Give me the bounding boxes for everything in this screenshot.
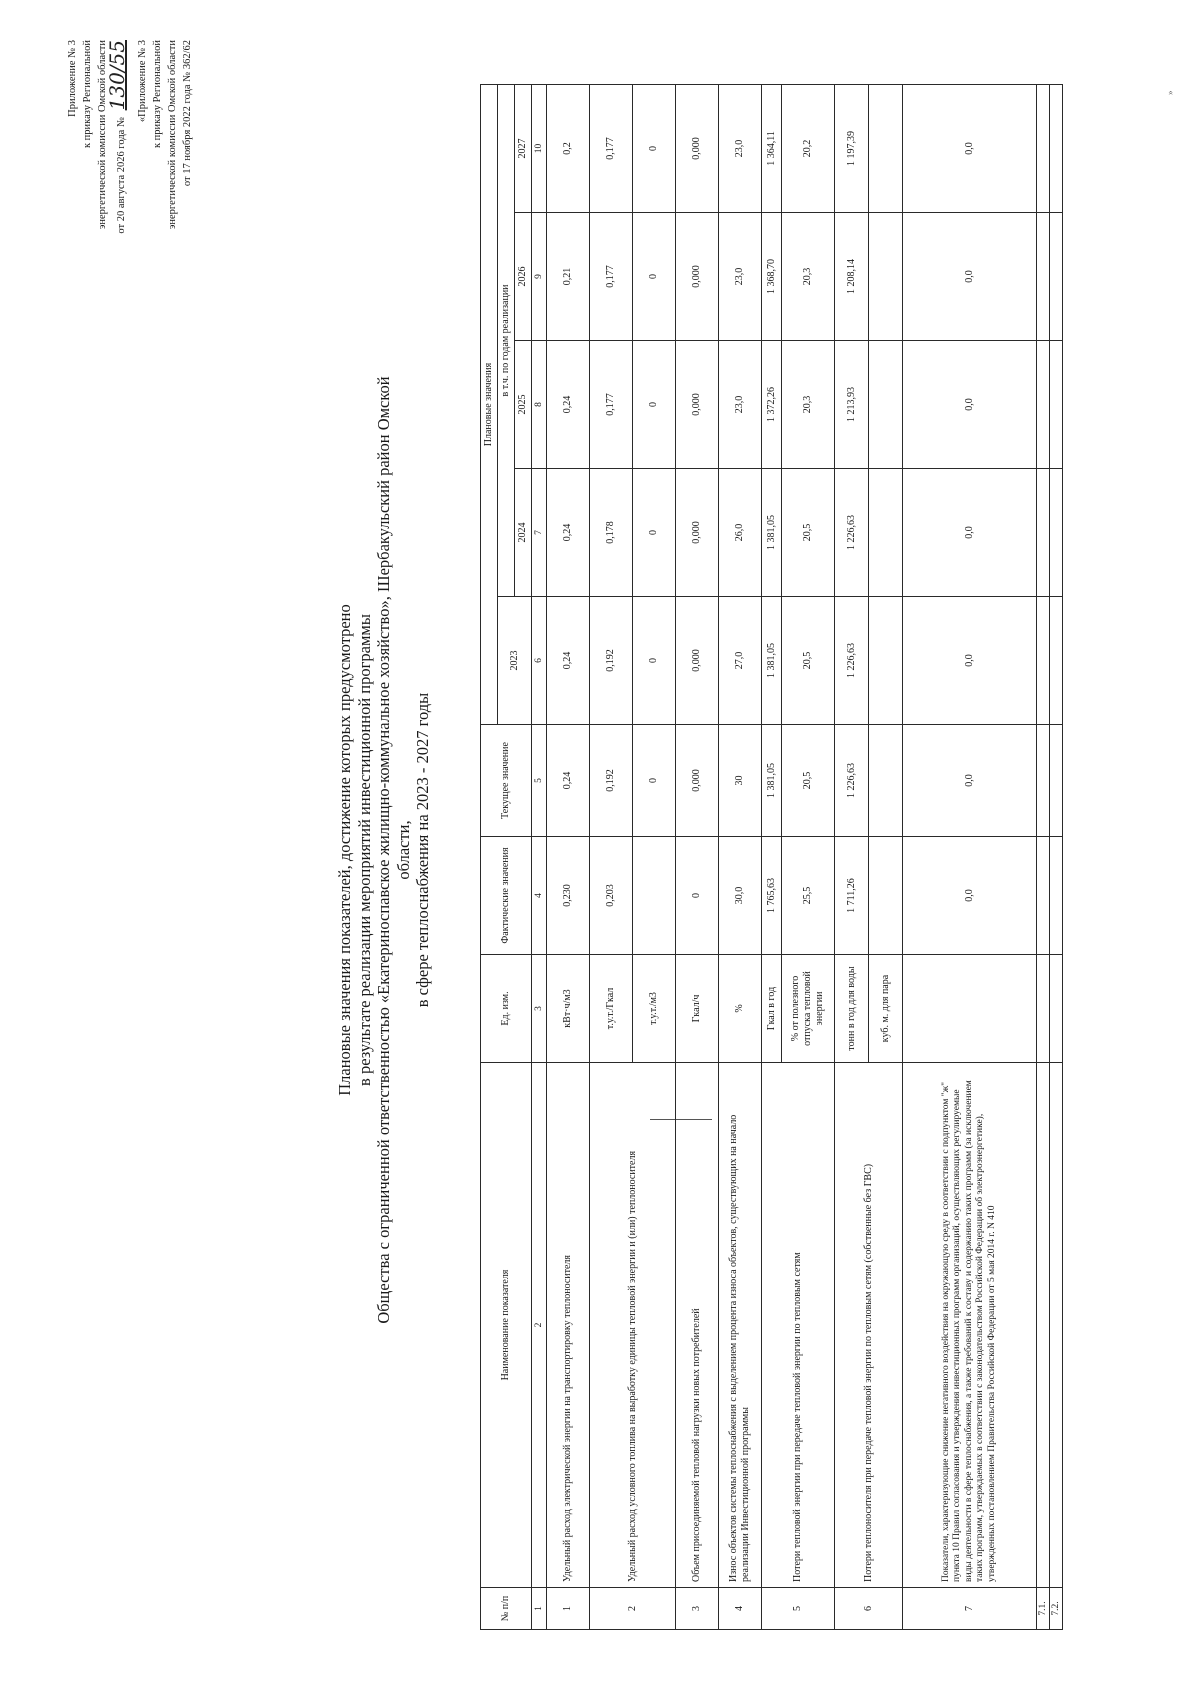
table-row (762, 84, 782, 1629)
row-unit: тонн в год для воды (835, 955, 869, 1063)
row-actual: 0,230 (547, 837, 590, 955)
col-header-by-years: в т.ч. по годам реализации (498, 84, 515, 596)
prev-appendix-commission: энергетической комиссии Омской области (167, 40, 178, 230)
row-2024: 0,000 (676, 469, 719, 597)
prev-appendix-title: «Приложение № 3 (137, 40, 148, 123)
col-header-unit: Ед. изм. (481, 955, 532, 1063)
row-2026 (1050, 213, 1063, 341)
table-row (1037, 84, 1050, 1629)
index-cell: 6 (532, 597, 547, 725)
row-2024: 20,5 (782, 469, 835, 597)
index-cell: 9 (532, 213, 547, 341)
appendix-header-current (65, 40, 129, 490)
row-unit (903, 955, 1037, 1063)
row-2024: 1 226,63 (835, 469, 869, 597)
col-header-current: Текущее значение (481, 725, 532, 837)
row-2025: 0 (633, 341, 676, 469)
document-title (335, 350, 433, 1350)
row-2027: 20,2 (782, 84, 835, 212)
row-actual (1037, 837, 1050, 955)
table-row (676, 84, 719, 1629)
row-num: 1 (547, 1588, 590, 1630)
row-num: 7.2. (1050, 1588, 1063, 1630)
column-index-row (532, 84, 547, 1629)
row-2026: 1 208,14 (835, 213, 869, 341)
index-cell: 7 (532, 469, 547, 597)
row-2025 (1050, 341, 1063, 469)
appendix-order-ref: к приказу Региональной (82, 40, 93, 149)
row-2025: 0,0 (903, 341, 1037, 469)
row-actual (869, 837, 903, 955)
row-actual: 1 711,26 (835, 837, 869, 955)
table-row (1050, 84, 1063, 1629)
col-header-name: Наименование показателя (481, 1063, 532, 1588)
prev-appendix-order-ref: к приказу Региональной (152, 40, 163, 149)
row-unit: куб. м. для пара (869, 955, 903, 1063)
row-name: Удельный расход электрической энергии на транспортировку теплоносителя (547, 1063, 590, 1588)
row-2023: 1 381,05 (762, 597, 782, 725)
row-num: 2 (590, 1588, 676, 1630)
index-cell: 10 (532, 84, 547, 212)
row-2025: 0,177 (590, 341, 633, 469)
row-actual (1050, 837, 1063, 955)
rotated-page (35, 40, 1175, 1640)
row-2025 (1037, 341, 1050, 469)
header-row-1 (481, 84, 498, 1629)
row-current: 0,192 (590, 725, 633, 837)
col-header-year-2025: 2025 (515, 341, 532, 469)
row-2026: 20,3 (782, 213, 835, 341)
row-2026: 0,0 (903, 213, 1037, 341)
row-current: 0 (633, 725, 676, 837)
row-name: Потери тепловой энергии при передаче тепловой энергии по тепловым сетям (762, 1063, 835, 1588)
row-name: Объем присоединяемой тепловой нагрузки новых потребителей (676, 1063, 719, 1588)
col-header-actual: Фактические значения (481, 837, 532, 955)
row-unit: % от полезного отпуска тепловой энергии (782, 955, 835, 1063)
row-2023 (1037, 597, 1050, 725)
row-current: 0,0 (903, 725, 1037, 837)
row-current: 0,24 (547, 725, 590, 837)
row-2027 (869, 84, 903, 212)
row-2027: 0,0 (903, 84, 1037, 212)
row-2025 (869, 341, 903, 469)
row-name: Износ объектов системы теплоснабжения с выделением процента износа объектов, существующих на начало реализации Инвестиционной программы (719, 1063, 762, 1588)
row-2024: 26,0 (719, 469, 762, 597)
row-2026: 23,0 (719, 213, 762, 341)
col-header-planned: Плановые значения (481, 84, 498, 724)
row-2026: 0,21 (547, 213, 590, 341)
title-line-1: Плановые значения показателей, достижение которых предусмотрено (335, 604, 354, 1096)
index-cell: 8 (532, 341, 547, 469)
appendix-date: от 20 августа 2026 года № (116, 117, 127, 234)
row-2025: 0,24 (547, 341, 590, 469)
row-current: 20,5 (782, 725, 835, 837)
title-line-3: Общества с ограниченной ответственностью «Екатериноспавское жилищно-коммунальное хозяйство», Шербакульский район Омской области, (374, 376, 413, 1324)
row-2027: 1 364,11 (762, 84, 782, 212)
row-2025: 1 213,93 (835, 341, 869, 469)
row-2023: 0,0 (903, 597, 1037, 725)
row-2025: 1 372,26 (762, 341, 782, 469)
row-2024: 0,0 (903, 469, 1037, 597)
table-row (835, 84, 869, 1629)
row-2026: 0 (633, 213, 676, 341)
row-2023 (869, 597, 903, 725)
index-cell: 3 (532, 955, 547, 1063)
row-2023 (1050, 597, 1063, 725)
index-cell: 5 (532, 725, 547, 837)
row-actual: 30,0 (719, 837, 762, 955)
row-current: 1 381,05 (762, 725, 782, 837)
row-2026: 0,177 (590, 213, 633, 341)
row-2023: 20,5 (782, 597, 835, 725)
row-2027: 0,2 (547, 84, 590, 212)
row-2026: 0,000 (676, 213, 719, 341)
row-unit: Гкал/ч (676, 955, 719, 1063)
row-num: 7 (903, 1588, 1037, 1630)
row-2024: 1 381,05 (762, 469, 782, 597)
row-2027 (1037, 84, 1050, 212)
indicators-table (480, 84, 1063, 1630)
table-row (590, 84, 633, 1629)
row-2026: 1 368,70 (762, 213, 782, 341)
row-2023: 0,000 (676, 597, 719, 725)
row-num: 7.1. (1037, 1588, 1050, 1630)
row-actual: 0 (676, 837, 719, 955)
row-unit (1037, 955, 1050, 1063)
row-actual: 1 765,63 (762, 837, 782, 955)
row-num: 3 (676, 1588, 719, 1630)
row-2023: 1 226,63 (835, 597, 869, 725)
col-header-year-2024: 2024 (515, 469, 532, 597)
row-2024: 0 (633, 469, 676, 597)
row-2025: 20,3 (782, 341, 835, 469)
index-cell: 1 (532, 1588, 547, 1630)
row-name (1037, 1063, 1050, 1588)
row-actual: 0,0 (903, 837, 1037, 955)
row-name: Удельный расход условного топлива на выработку единицы тепловой энергии и (или) теплоносителя (590, 1063, 676, 1588)
appendix-header-previous (135, 40, 195, 490)
row-name (1050, 1063, 1063, 1588)
row-2023: 27,0 (719, 597, 762, 725)
appendix-title: Приложение № 3 (67, 40, 78, 117)
row-2024: 0,24 (547, 469, 590, 597)
col-header-num: № п/п (481, 1588, 532, 1630)
closing-quote-mark: » (1165, 90, 1175, 95)
row-2024 (1050, 469, 1063, 597)
row-2027: 23,0 (719, 84, 762, 212)
row-2025: 0,000 (676, 341, 719, 469)
row-unit: кВт·ч/м3 (547, 955, 590, 1063)
row-2024 (869, 469, 903, 597)
table-row (547, 84, 590, 1629)
row-2027: 0,000 (676, 84, 719, 212)
row-num: 4 (719, 1588, 762, 1630)
row-name: Потери теплоносителя при передаче тепловой энергии по тепловым сетям (собственные без ГВС) (835, 1063, 903, 1588)
row-current: 1 226,63 (835, 725, 869, 837)
row-2023: 0,24 (547, 597, 590, 725)
appendix-commission: энергетической комиссии Омской области (97, 40, 108, 230)
row-2023: 0 (633, 597, 676, 725)
index-cell: 2 (532, 1063, 547, 1588)
row-unit: т.у.т./м3 (633, 955, 676, 1063)
row-2025: 23,0 (719, 341, 762, 469)
handwritten-order-number: 130/55 (105, 40, 129, 111)
col-header-year-2027: 2027 (515, 84, 532, 212)
title-line-2: в результате реализации мероприятий инвестиционной программы (354, 614, 374, 1086)
row-num: 6 (835, 1588, 903, 1630)
row-name: Показатели, характеризующие снижение негативного воздействия на окружающую среду в соответствии с подпунктом "ж" пункта 10 Правил согласования и утверждения инвестиционных программ организаций, осуществляющих регулируемые виды деятельности в сфере теплоснабжения, а также требований к составу и содержанию таких программ (за исключением таких программ, утверждаемых в соответствии с законодательством Российской Федерации об электроэнергетике), утвержденных постановлением Правительства Российской Федерации от 5 мая 2014 г. N 410 (903, 1063, 1037, 1588)
row-current (1037, 725, 1050, 837)
title-line-4: в сфере теплоснабжения на 2023 - 2027 годы (413, 692, 432, 1008)
col-header-year-2023: 2023 (498, 597, 532, 725)
row-2024 (1037, 469, 1050, 597)
row-current (869, 725, 903, 837)
row-current: 30 (719, 725, 762, 837)
row-2027 (1050, 84, 1063, 212)
row-current: 0,000 (676, 725, 719, 837)
row-2024: 0,178 (590, 469, 633, 597)
row-actual: 0,203 (590, 837, 633, 955)
row-actual (633, 837, 676, 955)
table-row (903, 84, 1037, 1629)
table-row (719, 84, 762, 1629)
row-unit: % (719, 955, 762, 1063)
row-2027: 0 (633, 84, 676, 212)
row-current (1050, 725, 1063, 837)
index-cell: 4 (532, 837, 547, 955)
appendix-date-line (105, 40, 129, 490)
row-2027: 0,177 (590, 84, 633, 212)
row-unit: Гкал в год (762, 955, 782, 1063)
row-2026 (869, 213, 903, 341)
row-2026 (1037, 213, 1050, 341)
row-num: 5 (762, 1588, 835, 1630)
row-actual: 25,5 (782, 837, 835, 955)
row-unit: т.у.т./Гкал (590, 955, 633, 1063)
col-header-year-2026: 2026 (515, 213, 532, 341)
row-2023: 0,192 (590, 597, 633, 725)
prev-appendix-date: от 17 ноября 2022 года № 362/62 (182, 40, 193, 187)
row-2027: 1 197,39 (835, 84, 869, 212)
row-unit (1050, 955, 1063, 1063)
